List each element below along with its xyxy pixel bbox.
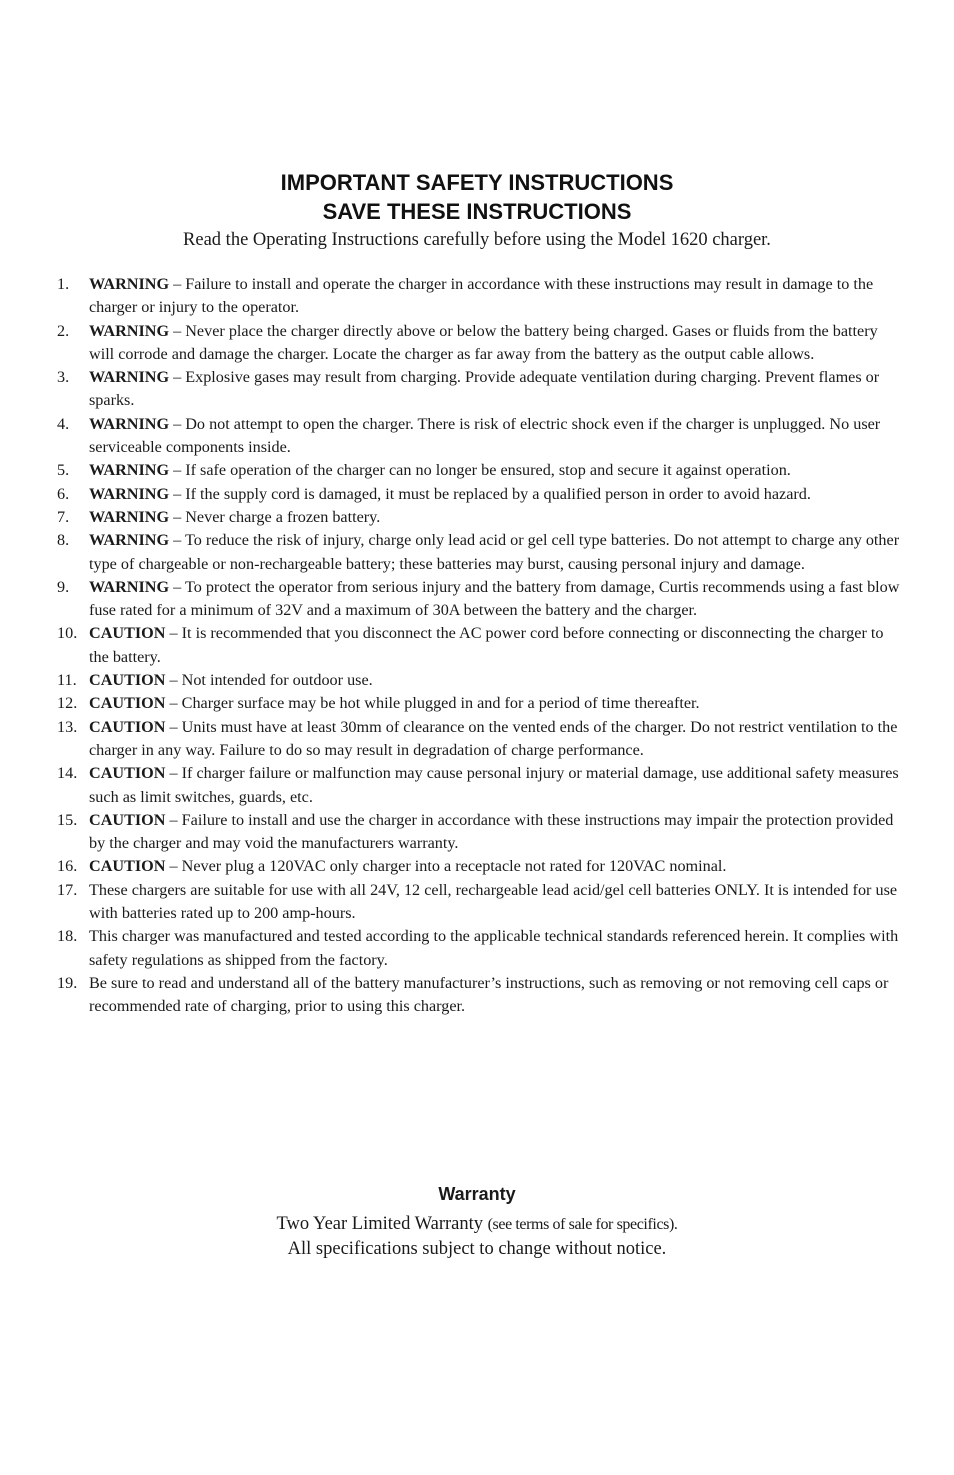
item-keyword: CAUTION [89, 624, 166, 643]
safety-instructions-list [0, 273, 954, 1019]
safety-title: IMPORTANT SAFETY INSTRUCTIONS [280, 170, 674, 195]
item-keyword: WARNING [89, 577, 170, 596]
item-number: 2. [57, 321, 70, 340]
item-text: – Do not attempt to open the charger. There is risk of electric shock even if the charger is unplugged. No user serviceable components inside. [89, 414, 881, 457]
list-item [0, 879, 901, 926]
list-item [0, 413, 901, 460]
item-number: 6. [57, 484, 70, 503]
item-keyword: WARNING [89, 275, 170, 293]
item-keyword: CAUTION [89, 694, 166, 713]
item-number: 17. [57, 880, 78, 899]
list-item [0, 716, 901, 763]
list-item [0, 506, 901, 529]
warranty-text: Two Year Limited Warranty [276, 1214, 488, 1234]
list-item [0, 576, 901, 623]
item-number: 8. [57, 531, 70, 550]
item-number: 14. [57, 764, 78, 783]
list-item [0, 669, 901, 692]
item-text: – Charger surface may be hot while plugged in and for a period of time thereafter. [165, 694, 700, 713]
item-keyword: WARNING [89, 484, 170, 503]
item-number: 10. [57, 624, 78, 643]
list-item [0, 855, 901, 878]
item-text: Be sure to read and understand all of the battery manufacturer’s instructions, such as removing or not removing cell caps or recommended rate of charging, prior to using this charger. [89, 973, 889, 1016]
item-number: 4. [57, 414, 70, 433]
list-item [0, 762, 901, 809]
warranty-heading: Warranty [438, 1184, 516, 1204]
item-text: – Never charge a frozen battery. [169, 507, 381, 526]
list-item [0, 972, 901, 1019]
item-text: These chargers are suitable for use with all 24V, 12 cell, rechargeable lead acid/gel cell batteries ONLY. It is intended for use with batteries rated up to 200 amp-hours. [89, 880, 898, 923]
item-number: 7. [57, 507, 70, 526]
item-keyword: WARNING [89, 321, 170, 340]
item-text: – It is recommended that you disconnect the AC power cord before connecting or disconnecting the charger to the battery. [89, 624, 884, 666]
item-text: – Failure to install and use the charger in accordance with these instructions may impair the protection provided by the charger and may void the manufacturers warranty. [89, 810, 894, 853]
item-text: – To protect the operator from serious injury and the battery from damage, Curtis recommends using a fast blow fuse rated for a minimum of 32V and a maximum of 30A between the battery and the charger. [89, 577, 900, 620]
warranty-line [0, 1212, 954, 1237]
list-item [0, 483, 901, 506]
item-keyword: CAUTION [89, 810, 166, 829]
item-keyword: CAUTION [89, 764, 166, 783]
item-text: – Explosive gases may result from charging. Provide adequate ventilation during charging. Prevent flames or sparks. [89, 368, 880, 410]
list-item [0, 925, 901, 972]
item-text: – Not intended for outdoor use. [165, 671, 373, 690]
item-number: 1. [57, 275, 70, 293]
item-number: 11. [57, 671, 77, 690]
item-number: 13. [57, 717, 78, 736]
item-text: – To reduce the risk of injury, charge only lead acid or gel cell type batteries. Do not attempt to charge any other type of chargeable or non-rechargeable battery; these batteries may burst, causing personal injury and damage. [89, 531, 900, 573]
item-keyword: CAUTION [89, 671, 166, 690]
list-item [0, 692, 901, 715]
save-instructions-title: SAVE THESE INSTRUCTIONS [322, 199, 632, 224]
item-keyword: CAUTION [89, 857, 166, 876]
item-text: – Failure to install and operate the charger in accordance with these instructions may result in damage to the charger or injury to the operator. [89, 275, 874, 317]
item-text: – Units must have at least 30mm of clearance on the vented ends of the charger. Do not restrict ventilation to the charger in any way. Failure to do so may result in degradation of charge performance. [89, 717, 898, 759]
item-keyword: WARNING [89, 507, 170, 526]
list-item [0, 320, 901, 367]
item-number: 5. [57, 461, 70, 480]
intro-text: Read the Operating Instructions carefully before using the Model 1620 charger. [183, 230, 771, 250]
item-keyword: WARNING [89, 461, 170, 480]
item-number: 9. [57, 577, 70, 596]
item-text: – If safe operation of the charger can no longer be ensured, stop and secure it against operation. [169, 461, 791, 480]
item-text: – If the supply cord is damaged, it must be replaced by a qualified person in order to avoid hazard. [169, 484, 811, 503]
item-number: 16. [57, 857, 78, 876]
warranty-terms-note: (see terms of sale for specifics). [487, 1216, 678, 1233]
item-keyword: WARNING [89, 368, 170, 387]
item-number: 12. [57, 694, 78, 713]
specifications-notice: All specifications subject to change without notice. [287, 1239, 667, 1259]
item-keyword: WARNING [89, 531, 170, 550]
item-text: This charger was manufactured and tested according to the applicable technical standards referenced herein. It complies with safety regulations as shipped from the factory. [89, 927, 899, 969]
item-text: – If charger failure or malfunction may cause personal injury or material damage, use additional safety measures such as limit switches, guards, etc. [89, 764, 899, 806]
item-number: 15. [57, 810, 78, 829]
list-item [0, 809, 901, 856]
item-text: – Never plug a 120VAC only charger into a receptacle not rated for 120VAC nominal. [165, 857, 727, 876]
list-item [0, 459, 901, 482]
item-number: 3. [57, 368, 70, 387]
item-keyword: CAUTION [89, 717, 166, 736]
item-keyword: WARNING [89, 414, 170, 433]
item-text: – Never place the charger directly above or below the battery being charged. Gases or fluids from the battery will corrode and damage the charger. Locate the charger as far away from the battery as the output cable allows. [89, 321, 878, 363]
list-item [0, 366, 901, 413]
list-item [0, 529, 901, 576]
item-number: 19. [57, 973, 78, 992]
item-number: 18. [57, 927, 78, 946]
list-item [0, 622, 901, 669]
list-item [0, 273, 901, 320]
